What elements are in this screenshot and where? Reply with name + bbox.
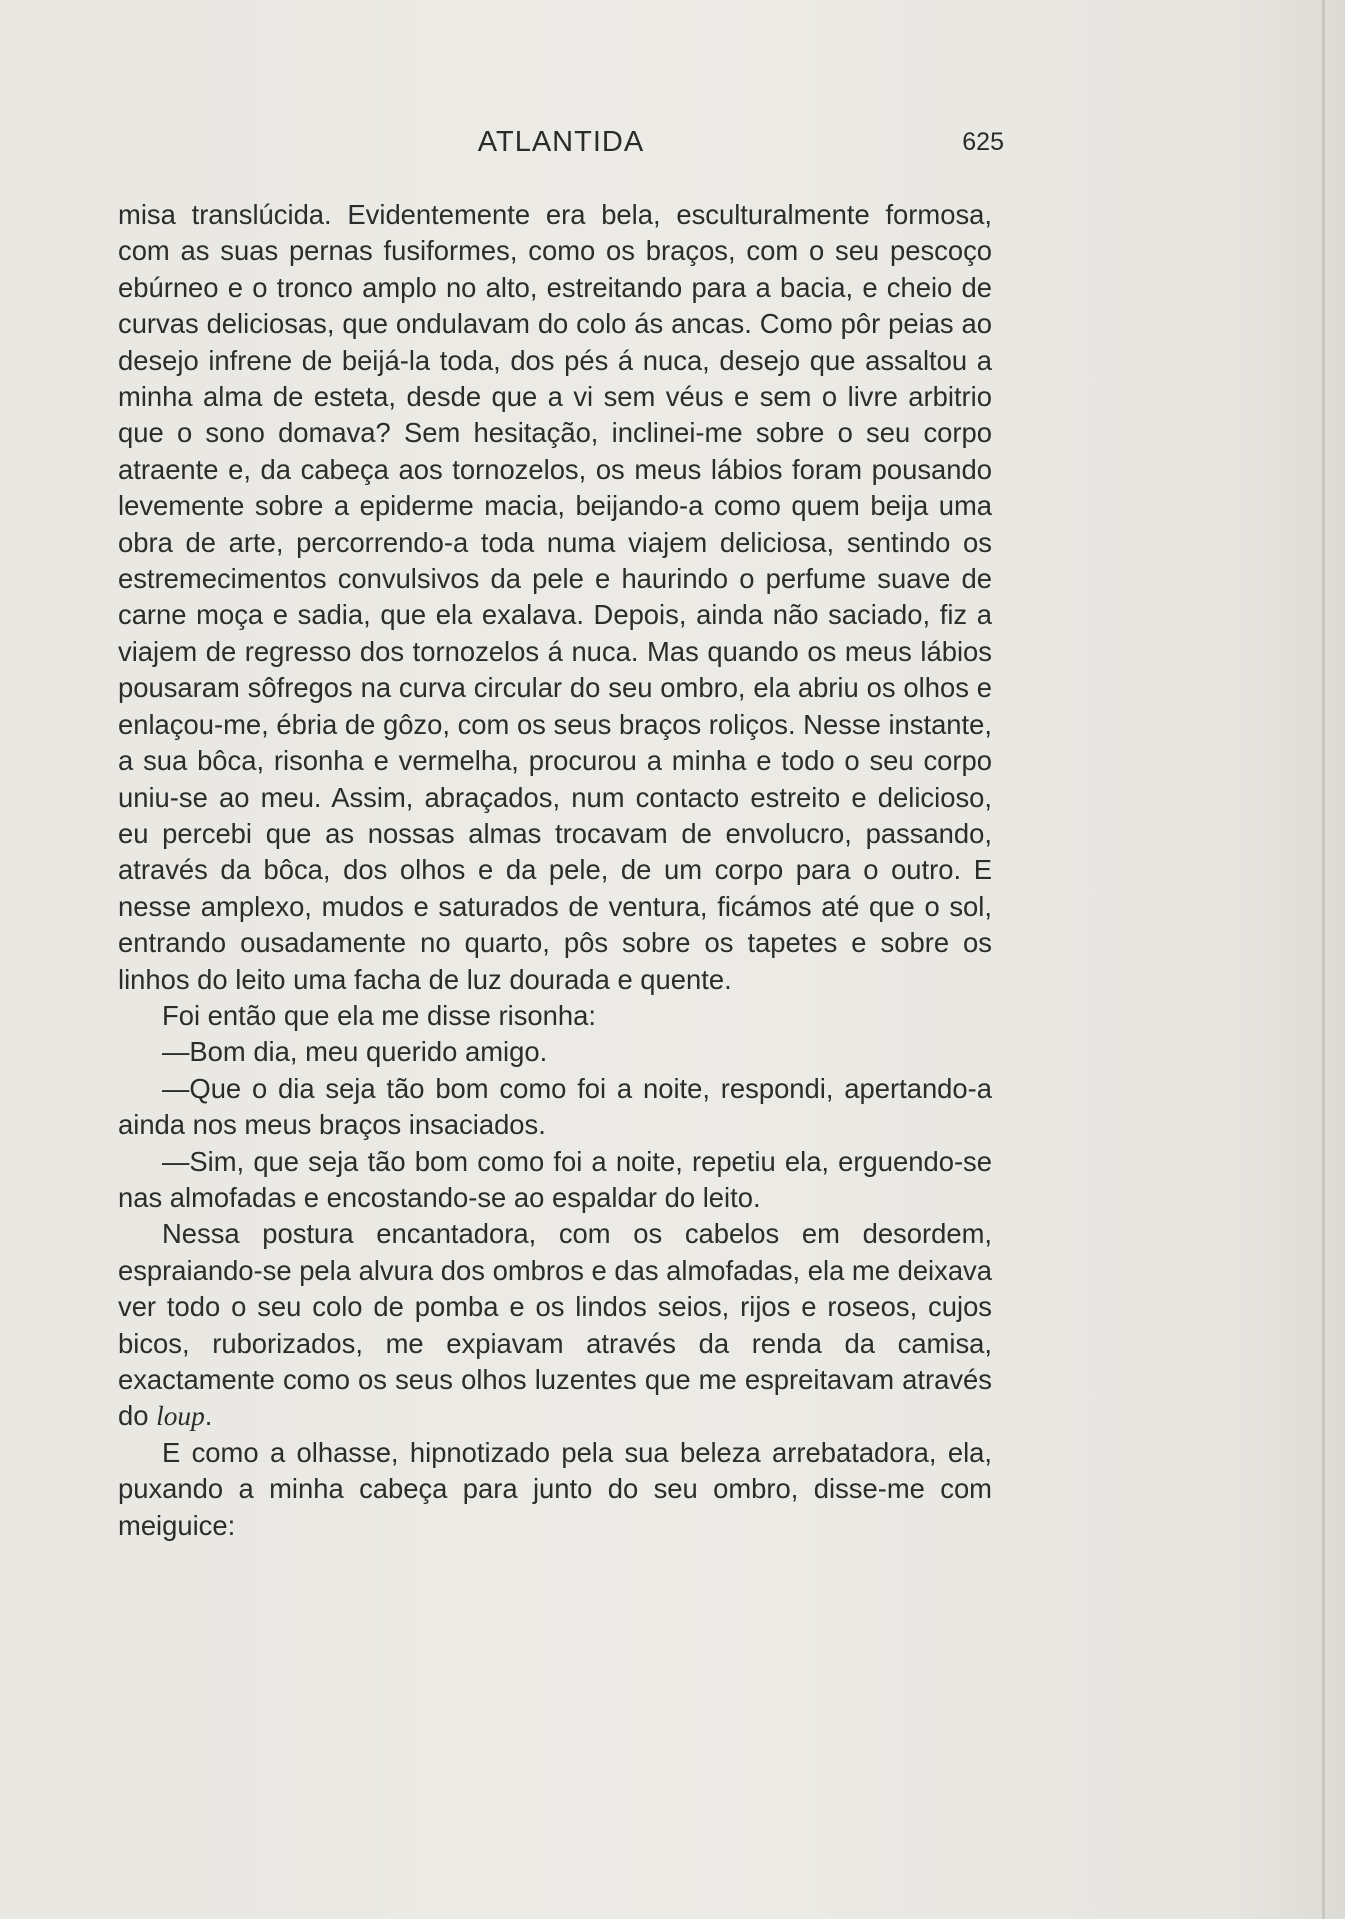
paragraph-narration: Foi então que ela me disse risonha: [162,999,596,1031]
page-gutter-edge [1322,0,1325,1919]
page-header [118,126,1004,166]
paragraph-description: Nessa postura encantadora, com os cabelos em desordem, espraiando-se pela alvura dos ombros e das almofadas, ela me deixava ver todo o seu colo de pomba e os lindos seios, rijos e roseos, cujos bicos, ruborizados, me expiavam através da renda da camisa, exactamente como os seus olhos luzentes que me espreitavam através do loup. [118,1218,992,1432]
dialogue-line: —Bom dia, meu querido amigo. [162,1036,548,1068]
page-number: 625 [962,128,1004,156]
paragraph-continuation: misa translúcida. Evidentemente era bela, esculturalmente formosa, com as suas pernas fusiformes, como os braços, com o seu pescoço ebúrneo e o tronco amplo no alto, estreitando para a bacia, e cheio de curvas deliciosas, que ondulavam do colo ás ancas. Como pôr peias ao desejo infrene de beijá-la toda, dos pés á nuca, desejo que assaltou a minha alma de esteta, desde que a vi sem véus e sem o livre arbitrio que o sono domava? Sem hesitação, inclinei-me sobre o seu corpo atraente e, da cabeça aos tornozelos, os meus lábios foram pousando levemente sobre a epiderme macia, beijando-a como quem beija uma obra de arte, percorrendo-a toda numa viajem deliciosa, sentindo os estremecimentos convulsivos da pele e haurindo o perfume suave de carne moça e sadia, que ela exalava. Depois, ainda não saciado, fiz a viajem de regresso dos tornozelos á nuca. Mas quando os meus lábios pousaram sôfregos na curva circular do seu ombro, ela abriu os olhos e enlaçou-me, ébria de gôzo, com os seus braços roliços. Nesse instante, a sua bôca, risonha e vermelha, procurou a minha e todo o seu corpo uniu-se ao meu. Assim, abraçados, num contacto estreito e delicioso, eu percebi que as nossas almas trocavam de envolucro, passando, através da bôca, dos olhos e da pele, de um corpo para o outro. E nesse amplexo, mudos e saturados de ventura, ficámos até que o sol, entrando ousadamente no quarto, pôs sobre os tapetes e sobre os linhos do leito uma facha de luz dourada e quente. [118,199,992,995]
dialogue-line: —Que o dia seja tão bom como foi a noite, respondi, apertando-a ainda nos meus braços insaciados. [118,1072,992,1141]
paragraph-closing: E como a olhasse, hipnotizado pela sua beleza arrebatadora, ela, puxando a minha cabeça para junto do seu ombro, disse-me com meiguice: [118,1436,992,1541]
italic-word: loup [156,1401,205,1432]
running-title: ATLANTIDA [477,126,645,158]
body-text [118,197,992,1544]
dialogue-line: —Sim, que seja tão bom como foi a noite, repetiu ela, erguendo-se nas almofadas e encostando-se ao espaldar do leito. [118,1145,992,1213]
